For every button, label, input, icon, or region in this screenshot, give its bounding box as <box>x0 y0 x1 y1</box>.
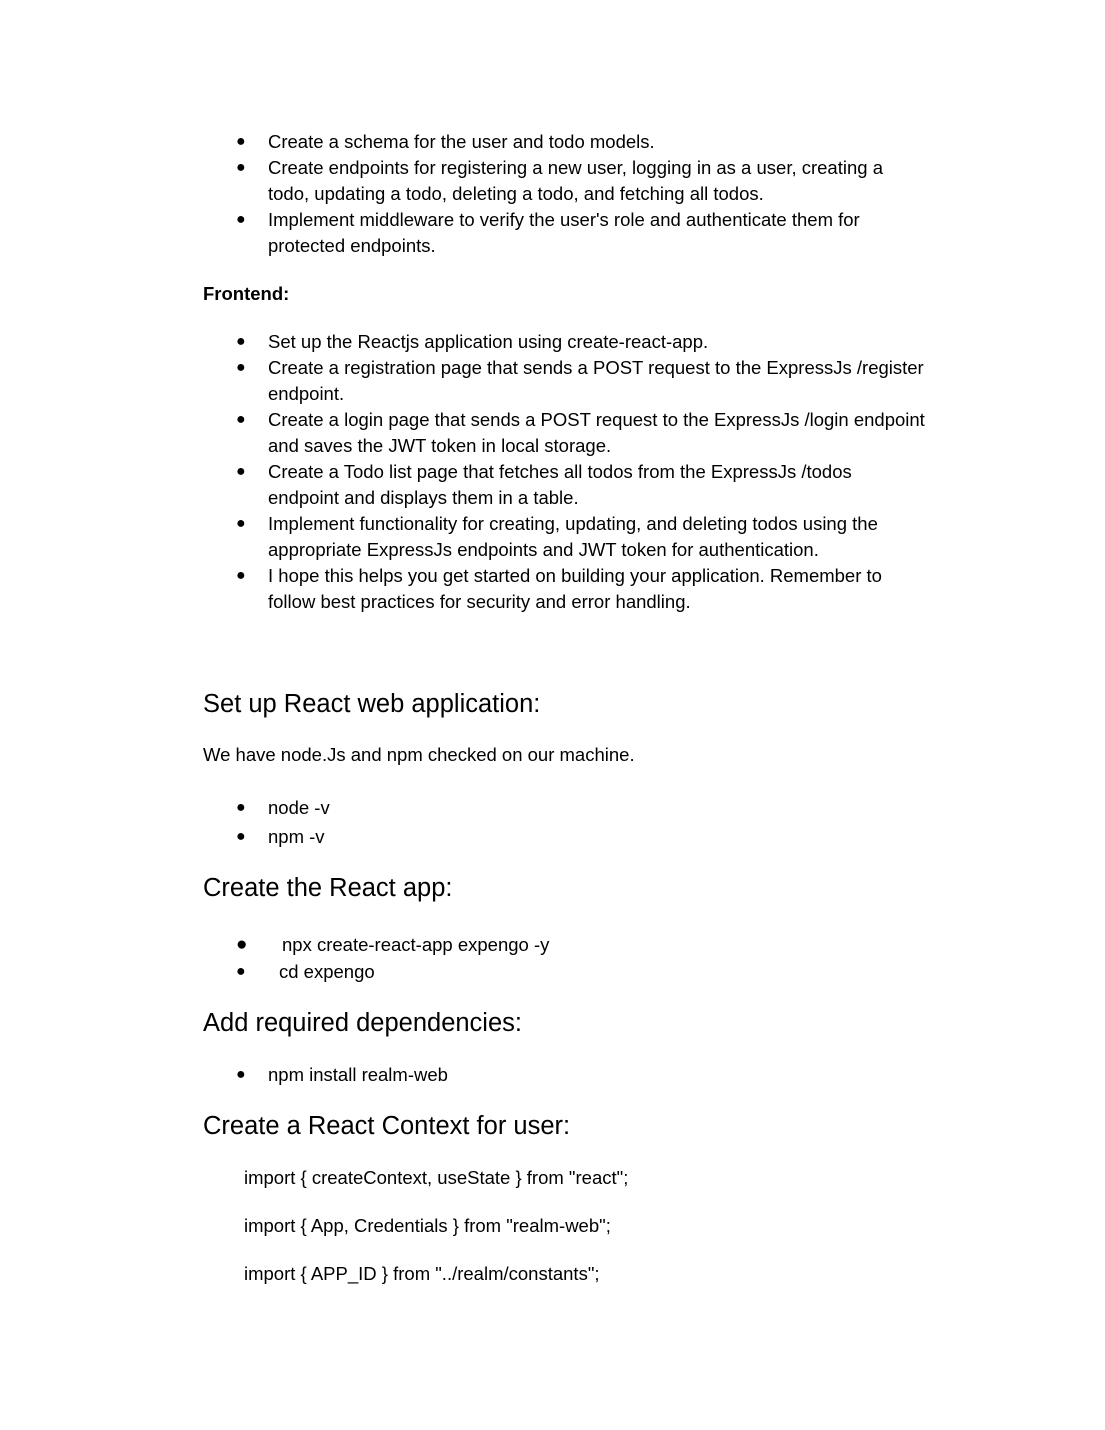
list-item <box>203 959 993 985</box>
check-list <box>203 795 993 850</box>
bullet-icon: ● <box>236 963 246 980</box>
list-item-line: endpoint and displays them in a table. <box>268 487 579 508</box>
bullet-icon: ● <box>236 828 246 845</box>
list-item-line: npm install realm-web <box>268 1064 448 1085</box>
create-heading: Create the React app: <box>203 874 453 902</box>
list-item-line: protected endpoints. <box>268 235 436 256</box>
list-item <box>203 207 993 259</box>
list-item <box>203 329 993 355</box>
list-item-line: Create a registration page that sends a POST request to the ExpressJs /register <box>268 357 924 378</box>
bullet-icon: ● <box>236 333 246 350</box>
list-item-line: Implement middleware to verify the user's role and authenticate them for <box>268 209 860 230</box>
frontend-list <box>203 329 993 615</box>
list-item-line: Set up the Reactjs application using create-react-app. <box>268 331 709 352</box>
code-line: import { createContext, useState } from "react"; <box>244 1167 629 1188</box>
list-item-line: Implement functionality for creating, updating, and deleting todos using the <box>268 513 878 534</box>
list-item <box>203 511 993 563</box>
code-line: import { APP_ID } from "../realm/constants"; <box>244 1263 600 1284</box>
code-line: import { App, Credentials } from "realm-web"; <box>244 1215 611 1236</box>
list-item-line: endpoint. <box>268 383 345 404</box>
create-list <box>203 932 993 985</box>
list-item <box>203 407 993 459</box>
list-item <box>203 795 993 821</box>
list-item-line: I hope this helps you get started on building your application. Remember to <box>268 565 882 586</box>
deps-list <box>203 1062 993 1088</box>
bullet-icon: ● <box>236 1066 246 1083</box>
list-item-line: appropriate ExpressJs endpoints and JWT token for authentication. <box>268 539 819 560</box>
list-item-line: Create a Todo list page that fetches all todos from the ExpressJs /todos <box>268 461 852 482</box>
bullet-icon: ● <box>236 133 246 150</box>
context-heading: Create a React Context for user: <box>203 1112 571 1140</box>
list-item-line: Create endpoints for registering a new user, logging in as a user, creating a <box>268 157 883 178</box>
list-item <box>203 129 993 155</box>
bullet-icon: ● <box>236 211 246 228</box>
list-item-line: Create a schema for the user and todo models. <box>268 131 655 152</box>
bullet-icon: ● <box>236 934 248 955</box>
list-item-line: node -v <box>268 797 330 818</box>
list-item-line: todo, updating a todo, deleting a todo, and fetching all todos. <box>268 183 764 204</box>
list-item <box>203 459 993 511</box>
setup-heading: Set up React web application: <box>203 690 541 718</box>
frontend-label: Frontend: <box>203 283 290 304</box>
list-item-line: Create a login page that sends a POST request to the ExpressJs /login endpoint <box>268 409 925 430</box>
list-item-line: npm -v <box>268 826 325 847</box>
list-item-line: npx create-react-app expengo -y <box>282 934 550 955</box>
list-item <box>203 155 993 207</box>
list-item <box>203 932 993 958</box>
setup-paragraph: We have node.Js and npm checked on our machine. <box>203 744 635 765</box>
bullet-icon: ● <box>236 463 246 480</box>
list-item-line: follow best practices for security and error handling. <box>268 591 691 612</box>
list-item <box>203 1062 993 1088</box>
list-item <box>203 563 993 615</box>
list-item-line: cd expengo <box>279 961 375 982</box>
backend-list <box>203 129 993 259</box>
bullet-icon: ● <box>236 159 246 176</box>
bullet-icon: ● <box>236 515 246 532</box>
deps-heading: Add required dependencies: <box>203 1009 522 1037</box>
bullet-icon: ● <box>236 567 246 584</box>
bullet-icon: ● <box>236 359 246 376</box>
list-item-line: and saves the JWT token in local storage. <box>268 435 612 456</box>
bullet-icon: ● <box>236 411 246 428</box>
bullet-icon: ● <box>236 799 246 816</box>
list-item <box>203 824 993 850</box>
list-item <box>203 355 993 407</box>
